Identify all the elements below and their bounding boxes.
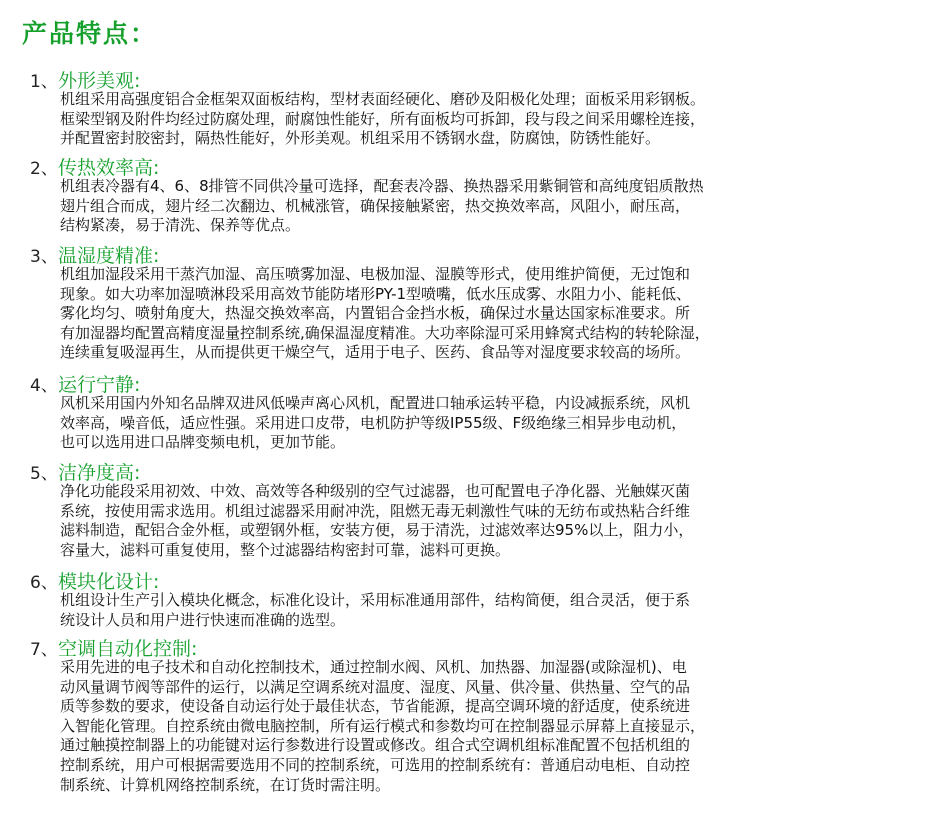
feature-line: 有加湿器均配置高精度湿量控制系统,确保温湿度精准。大功率除湿可采用蜂窝式结构的转轮除湿， xyxy=(60,323,710,342)
feature-number: 4、 xyxy=(30,376,58,396)
feature-line: 采用先进的电子技术和自动化控制技术，通过控制水阀、风机、加热器、加湿器(或除湿机)、电 xyxy=(60,658,687,676)
feature-body xyxy=(60,177,910,236)
feature-line: 制系统、计算机网络控制系统，在订货时需注明。 xyxy=(60,775,391,794)
feature-line: 机组采用高强度铝合金框架双面板结构，型材表面经硬化、磨砂及阳极化处理；面板采用彩钢板。 xyxy=(60,90,706,108)
feature-heading: 运行宁静: xyxy=(58,374,141,396)
feature-body xyxy=(60,591,910,630)
feature-line: 也可以选用进口品牌变频电机，更加节能。 xyxy=(60,433,346,452)
feature-body xyxy=(60,90,910,149)
feature-number: 6、 xyxy=(30,573,58,593)
feature-number: 1、 xyxy=(30,72,58,92)
feature-number: 7、 xyxy=(30,640,58,660)
feature-line: 风机采用国内外知名品牌双进风低噪声离心风机，配置进口轴承运转平稳，内设减振系统，风机 xyxy=(60,394,691,412)
feature-line: 容量大，滤料可重复使用，整个过滤器结构密封可靠，滤料可更换。 xyxy=(60,540,511,559)
feature-number: 2、 xyxy=(30,159,58,179)
feature-line: 效率高，噪音低，适应性强。采用进口皮带，电机防护等级IP55级、F级绝缘三相异步电动机， xyxy=(60,413,687,432)
feature-line: 翅片组合而成，翅片经二次翻边、机械涨管，确保接触紧密，热交换效率高，风阻小，耐压高， xyxy=(60,196,691,215)
feature-body xyxy=(60,265,910,363)
feature-number: 5、 xyxy=(30,464,58,484)
feature-line: 控制系统，用户可根据需要选用不同的控制系统，可选用的控制系统有：普通启动电柜、自动控 xyxy=(60,755,691,774)
feature-heading: 洁净度高: xyxy=(58,462,141,484)
feature-line: 系统，按使用需求选用。机组过滤器采用耐冲洗，阻燃无毒无刺激性气味的无纺布或热粘合纤维 xyxy=(60,501,691,520)
feature-line: 统设计人员和用户进行快速而准确的选型。 xyxy=(60,610,346,629)
feature-body xyxy=(60,482,910,560)
feature-line: 机组加湿段采用干蒸汽加湿、高压喷雾加湿、电极加湿、湿膜等形式，使用维护简便，无过饱和 xyxy=(60,265,691,283)
feature-body xyxy=(60,394,910,453)
feature-line: 连续重复吸湿再生，从而提供更干燥空气，适用于电子、医药、食品等对湿度要求较高的场所。 xyxy=(60,343,691,362)
feature-number: 3、 xyxy=(30,247,58,267)
feature-line: 滤料制造，配铝合金外框，或塑钢外框，安装方便，易于清洗，过滤效率达95%以上，阻力小， xyxy=(60,521,694,540)
feature-line: 框梁型钢及附件均经过防腐处理，耐腐蚀性能好，所有面板均可拆卸，段与段之间采用螺栓连接， xyxy=(60,109,706,128)
page-title: 产品特点： xyxy=(22,19,158,48)
feature-line: 动风量调节阀等部件的运行，以满足空调系统对温度、湿度、风量、供冷量、供热量、空气的品 xyxy=(60,677,691,696)
feature-line: 机组表冷器有4、6、8排管不同供冷量可选择，配套表冷器、换热器采用紫铜管和高纯度铝质散热 xyxy=(60,177,704,195)
feature-line: 机组设计生产引入模块化概念，标准化设计，采用标准通用部件，结构简便，组合灵活，便于系 xyxy=(60,591,691,609)
feature-heading: 空调自动化控制: xyxy=(58,638,198,660)
feature-heading: 外形美观: xyxy=(58,70,141,92)
feature-line: 入智能化管理。自控系统由微电脑控制，所有运行模式和参数均可在控制器显示屏幕上直接显示， xyxy=(60,716,706,735)
feature-line: 现象。如大功率加湿喷淋段采用高效节能防堵形PY-1型喷嘴，低水压成雾、水阻力小、能耗低、 xyxy=(60,284,692,303)
feature-line: 通过触摸控制器上的功能键对运行参数进行设置或修改。组合式空调机组标准配置不包括机组的 xyxy=(60,736,691,755)
feature-heading: 温湿度精准: xyxy=(58,245,160,267)
feature-heading: 模块化设计: xyxy=(58,571,160,593)
feature-line: 雾化均匀、喷射角度大，热湿交换效率高，内置铝合金挡水板，确保过水量达国家标准要求。所 xyxy=(60,304,691,323)
feature-line: 净化功能段采用初效、中效、高效等各种级别的空气过滤器，也可配置电子净化器、光触媒灭菌 xyxy=(60,482,691,500)
feature-line: 结构紧凑，易于清洗、保养等优点。 xyxy=(60,216,301,235)
feature-body xyxy=(60,658,910,795)
feature-line: 质等参数的要求，使设备自动运行处于最佳状态，节省能源，提高空调环境的舒适度，使系统进 xyxy=(60,697,691,716)
feature-line: 并配置密封胶密封，隔热性能好，外形美观。机组采用不锈钢水盘，防腐蚀，防锈性能好。 xyxy=(60,129,661,148)
feature-heading: 传热效率高: xyxy=(58,157,160,179)
